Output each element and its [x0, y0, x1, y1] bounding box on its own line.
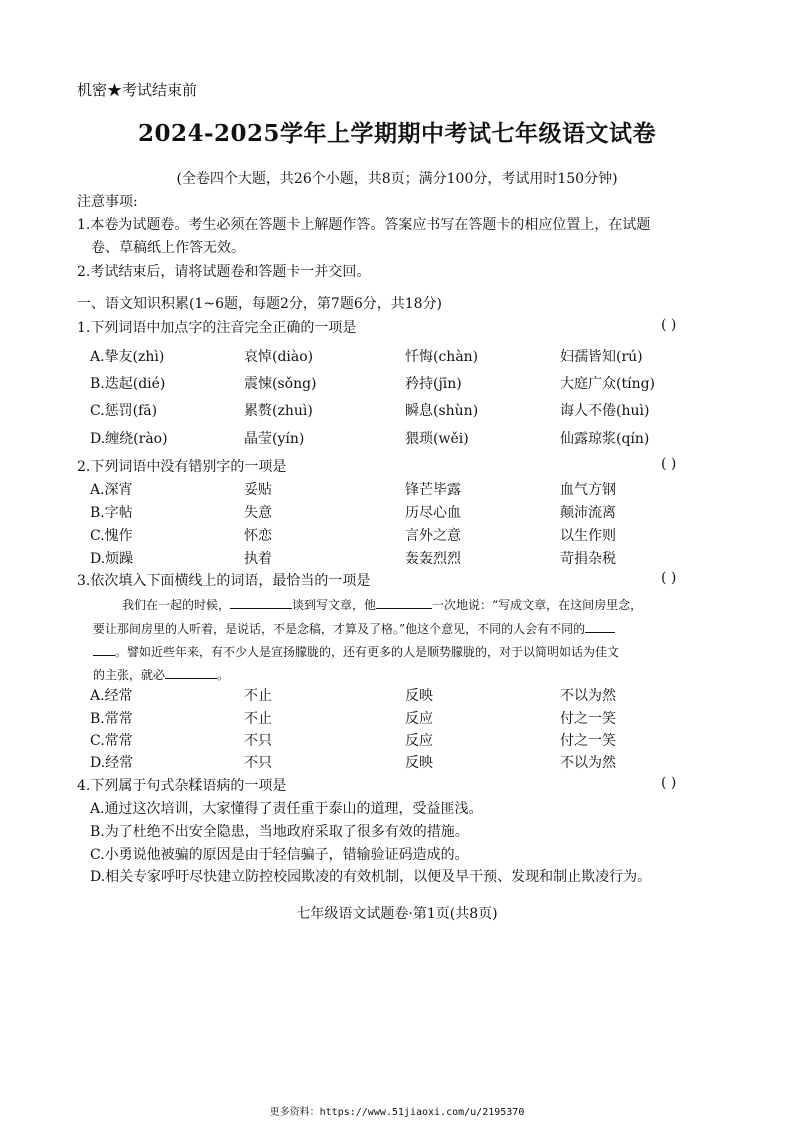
q1-option-c-word4: 诲人不倦(huì) [560, 403, 650, 419]
fill-blank-3-cont [93, 643, 115, 656]
q2-option-c-word4: 以生作则 [560, 528, 616, 544]
fill-blank-4 [165, 666, 217, 679]
q3-passage-text: 要让那间房里的人听着，是说话，不是念稿，才算及了格。”他这个意见，不同的人会有不同的 [93, 622, 586, 636]
q1-option-d-word4: 仙露琼浆(qín) [560, 431, 650, 447]
q3-passage-text: 我们在一起的时候， [122, 598, 231, 612]
page-title: 2024-2025学年上学期期中考试七年级语文试卷 [137, 120, 657, 147]
q3-option-c-word2: 不只 [244, 733, 272, 749]
q2-option-b-word2: 失意 [244, 505, 272, 521]
q1-option-b-word4: 大庭广众(tíng) [560, 376, 656, 392]
q3-option-a-word4: 不以为然 [560, 688, 616, 704]
q2-option-b-word3: 历尽心血 [405, 505, 461, 521]
q1-option-a-word2: 哀悼(diào) [244, 349, 314, 365]
q1-option-d: D.缠绕(rào) [90, 431, 168, 447]
q3-option-c: C.常常 [90, 733, 133, 749]
q2-option-b: B.字帖 [90, 505, 133, 521]
q1-option-c: C.惩罚(fā) [90, 403, 158, 419]
q3-passage-text: 一次地说：“写成文章，在这间房里念， [432, 598, 643, 612]
fill-blank-3 [585, 620, 615, 633]
q2-option-d-word2: 执着 [244, 551, 272, 567]
q3-passage-line-3 [93, 643, 619, 660]
q1-option-c-word2: 累赘(zhuì) [244, 403, 313, 419]
q3-option-b-word2: 不止 [244, 711, 272, 727]
q1-stem: 1.下列词语中加点字的注音完全正确的一项是 [77, 320, 357, 336]
q4-answer-paren: ( ) [661, 775, 677, 791]
q3-passage-text: 的主张，就必 [93, 668, 166, 682]
page-footer: 七年级语文试题卷·第1页(共8页) [296, 906, 498, 922]
q3-passage-line-4 [93, 666, 229, 683]
q1-answer-paren: ( ) [661, 317, 677, 333]
q4-option-b: B.为了杜绝不出安全隐患，当地政府采取了很多有效的措施。 [90, 824, 469, 840]
q3-option-c-word3: 反应 [405, 733, 433, 749]
notice-item-1: 1.本卷为试题卷。考生必须在答题卡上解题作答。答案应书写在答题卡的相应位置上，在试题 [77, 217, 651, 233]
confidential-label: 机密★考试结束前 [77, 81, 198, 99]
q2-option-a-word4: 血气方钢 [560, 482, 616, 498]
q3-option-c-word4: 付之一笑 [560, 733, 616, 749]
q2-answer-paren: ( ) [661, 456, 677, 472]
q3-passage-line-1 [122, 596, 642, 613]
q3-option-d: D.经常 [90, 755, 134, 771]
q4-option-a: A.通过这次培训，大家懂得了责任重于泰山的道理，受益匪浅。 [90, 801, 483, 817]
q2-option-a-word2: 妥贴 [244, 482, 272, 498]
q1-option-a-word4: 妇孺皆知(rú) [560, 349, 643, 365]
q3-option-d-word3: 反映 [405, 755, 433, 771]
resource-link[interactable]: 更多资料：https://www.51jiaoxi.com/u/2195370 [269, 1107, 525, 1118]
q1-option-a: A.挚友(zhì) [90, 349, 165, 365]
q1-option-b-word2: 震悚(sǒng) [244, 376, 317, 392]
q3-option-a-word3: 反映 [405, 688, 433, 704]
q3-passage-text: 。 [217, 668, 230, 682]
exam-info: (全卷四个大题，共26个小题，共8页；满分100分，考试用时150分钟) [176, 171, 618, 187]
notice-heading: 注意事项: [77, 194, 138, 210]
q3-option-b-word4: 付之一笑 [560, 711, 616, 727]
q3-option-b-word3: 反应 [405, 711, 433, 727]
q2-option-a: A.深宵 [90, 482, 133, 498]
q3-option-d-word2: 不只 [244, 755, 272, 771]
q2-option-c-word2: 怀恋 [244, 528, 272, 544]
q3-option-a: A.经常 [90, 688, 133, 704]
q1-option-b: B.迭起(dié) [90, 376, 166, 392]
q3-passage-line-2 [93, 620, 615, 637]
q1-option-b-word3: 矜持(jīn) [405, 376, 462, 392]
q1-option-c-word3: 瞬息(shùn) [405, 403, 479, 419]
fill-blank-1 [230, 596, 292, 609]
fill-blank-2 [376, 596, 432, 609]
q4-option-c: C.小勇说他被骗的原因是由于轻信骗子，错输验证码造成的。 [90, 847, 469, 863]
q2-option-d: D.烦躁 [90, 551, 134, 567]
q3-passage-text: 谈到写文章，他 [292, 598, 377, 612]
q2-stem: 2.下列词语中没有错别字的一项是 [77, 459, 287, 475]
q1-option-d-word3: 猥琐(wěi) [405, 431, 469, 447]
section-heading: 一、语文知识积累(1~6题，每题2分，第7题6分，共18分) [77, 296, 443, 312]
q3-answer-paren: ( ) [661, 570, 677, 586]
notice-item-2: 2.考试结束后，请将试题卷和答题卡一并交回。 [77, 264, 371, 280]
q3-option-a-word2: 不止 [244, 688, 272, 704]
q2-option-b-word4: 颠沛流离 [560, 505, 616, 521]
q2-option-d-word4: 苛捐杂税 [560, 551, 616, 567]
q2-option-c-word3: 言外之意 [405, 528, 461, 544]
q3-option-d-word4: 不以为然 [560, 755, 616, 771]
q3-passage-text: 。譬如近些年来，有不少人是宣扬朦胧的，还有更多的人是顺势朦胧的，对于以简明如话为佳文 [115, 645, 620, 659]
q4-stem: 4.下列属于句式杂糅语病的一项是 [77, 778, 287, 794]
q1-option-d-word2: 晶莹(yín) [244, 431, 305, 447]
notice-item-1-cont: 卷、草稿纸上作答无效。 [91, 240, 245, 256]
q2-option-d-word3: 轰轰烈烈 [405, 551, 461, 567]
q1-option-a-word3: 忏悔(chàn) [405, 349, 479, 365]
q2-option-a-word3: 锋芒毕露 [405, 482, 461, 498]
q4-option-d: D.相关专家呼吁尽快建立防控校园欺凌的有效机制，以便及早干预、发现和制止欺凌行为。 [90, 869, 652, 885]
q3-option-b: B.常常 [90, 711, 133, 727]
q2-option-c: C.愧作 [90, 528, 133, 544]
q3-stem: 3.依次填入下面横线上的词语，最恰当的一项是 [77, 573, 371, 589]
